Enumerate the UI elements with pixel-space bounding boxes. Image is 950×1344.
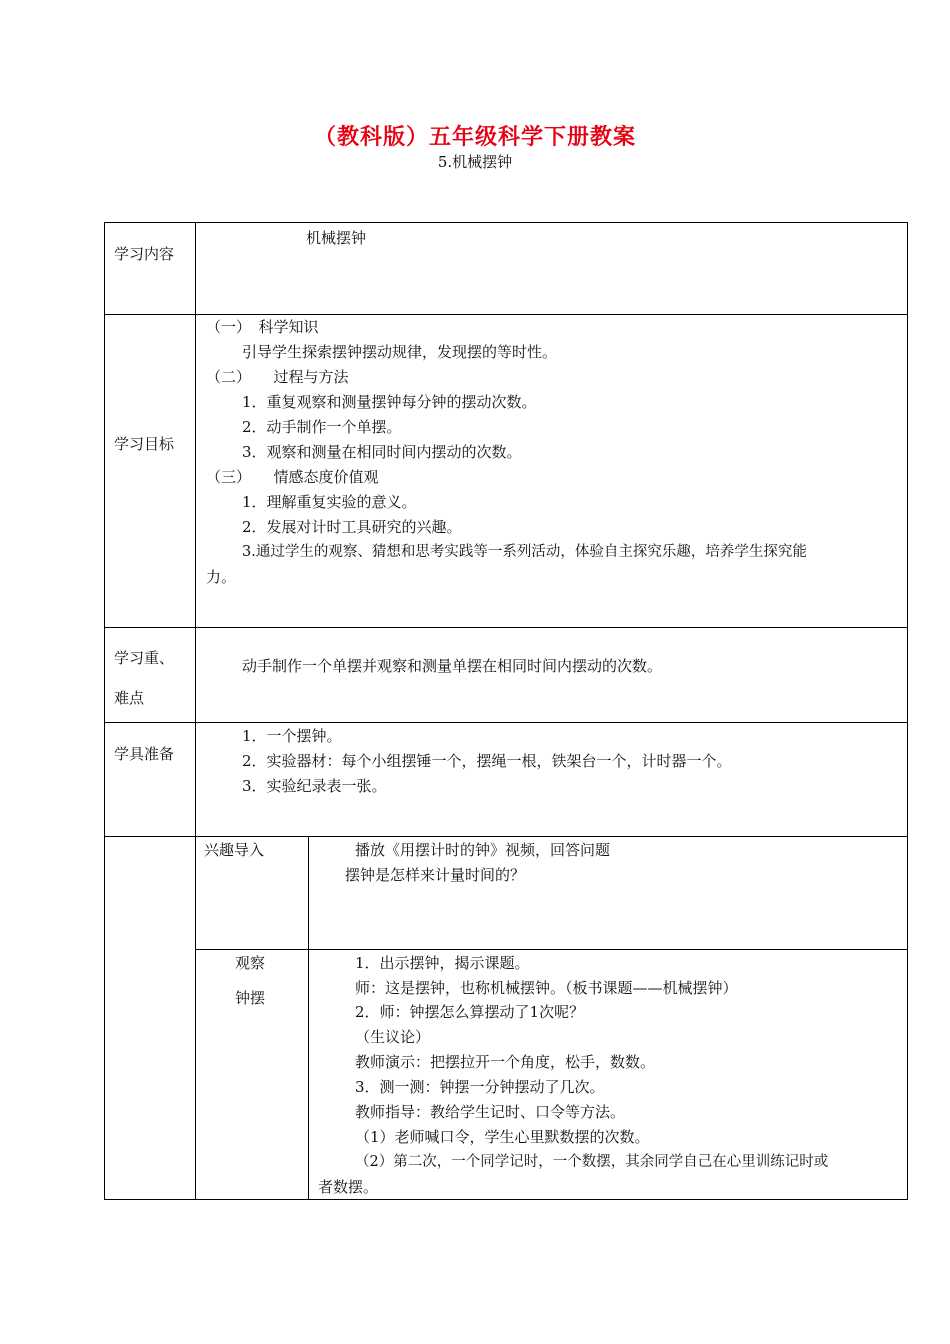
column-divider [308,836,309,1200]
goals-line: 2．发展对计时工具研究的兴趣。 [242,518,462,536]
goals-line: 引导学生探索摆钟摆动规律，发现摆的等时性。 [242,343,558,361]
goals-line: 3.通过学生的观察、猜想和思考实践等一系列活动，体验自主探究乐趣，培养学生探究能 [242,544,807,560]
column-divider [195,222,196,1200]
materials-line: 2．实验器材：每个小组摆锤一个，摆绳一根，铁架台一个，计时器一个。 [242,752,732,770]
goals-line: 2．动手制作一个单摆。 [242,418,402,436]
goals-line: 1．理解重复实验的意义。 [242,493,417,511]
observe-label: 观察 [235,954,266,972]
observe-line: （生议论） [355,1028,431,1046]
key-points-label: 难点 [114,689,145,707]
observe-line: （2）第二次，一个同学记时，一个数摆，其余同学自己在心里训练记时或 [355,1154,829,1170]
document-title: （教科版）五年级科学下册教案 [313,125,636,150]
goals-line: 1．重复观察和测量摆钟每分钟的摆动次数。 [242,393,537,411]
materials-label: 学具准备 [114,745,175,763]
key-points-value: 动手制作一个单摆并观察和测量单摆在相同时间内摆动的次数。 [242,657,663,675]
goals-line: （二） 过程与方法 [206,368,349,386]
goals-line: （三） 情感态度价值观 [206,468,379,486]
intro-line: 播放《用摆计时的钟》视频，回答问题 [355,841,611,859]
goals-line: （一） 科学知识 [206,318,319,336]
observe-line: 师：这是摆钟，也称机械摆钟。（板书课题——机械摆钟） [355,979,738,997]
key-points-label: 学习重、 [114,649,175,667]
row-divider [195,949,908,950]
observe-line: 教师演示：把摆拉开一个角度，松手，数数。 [355,1053,656,1071]
goals-line: 力。 [206,568,237,586]
row-divider [104,627,908,628]
materials-line: 3．实验纪录表一张。 [242,777,387,795]
goals-line: 3．观察和测量在相同时间内摆动的次数。 [242,443,522,461]
materials-line: 1．一个摆钟。 [242,727,342,745]
row-divider [104,722,908,723]
observe-line: 教师指导：教给学生记时、口令等方法。 [355,1103,626,1121]
goals-label: 学习目标 [114,435,175,453]
intro-line: 摆钟是怎样来计量时间的？ [345,866,526,884]
observe-line: 1．出示摆钟，揭示课题。 [355,954,530,972]
intro-label: 兴趣导入 [204,841,265,859]
observe-label: 钟摆 [235,989,266,1007]
content-value: 机械摆钟 [306,229,367,247]
document-subtitle: 5.机械摆钟 [437,153,513,171]
observe-line: （1）老师喊口令，学生心里默数摆的次数。 [355,1128,650,1146]
row-divider [104,836,908,837]
content-label: 学习内容 [114,245,175,263]
observe-line: 3．测一测：钟摆一分钟摆动了几次。 [355,1078,605,1096]
observe-line: 2．师：钟摆怎么算摆动了1次呢？ [355,1003,585,1021]
observe-line: 者数摆。 [318,1178,379,1196]
